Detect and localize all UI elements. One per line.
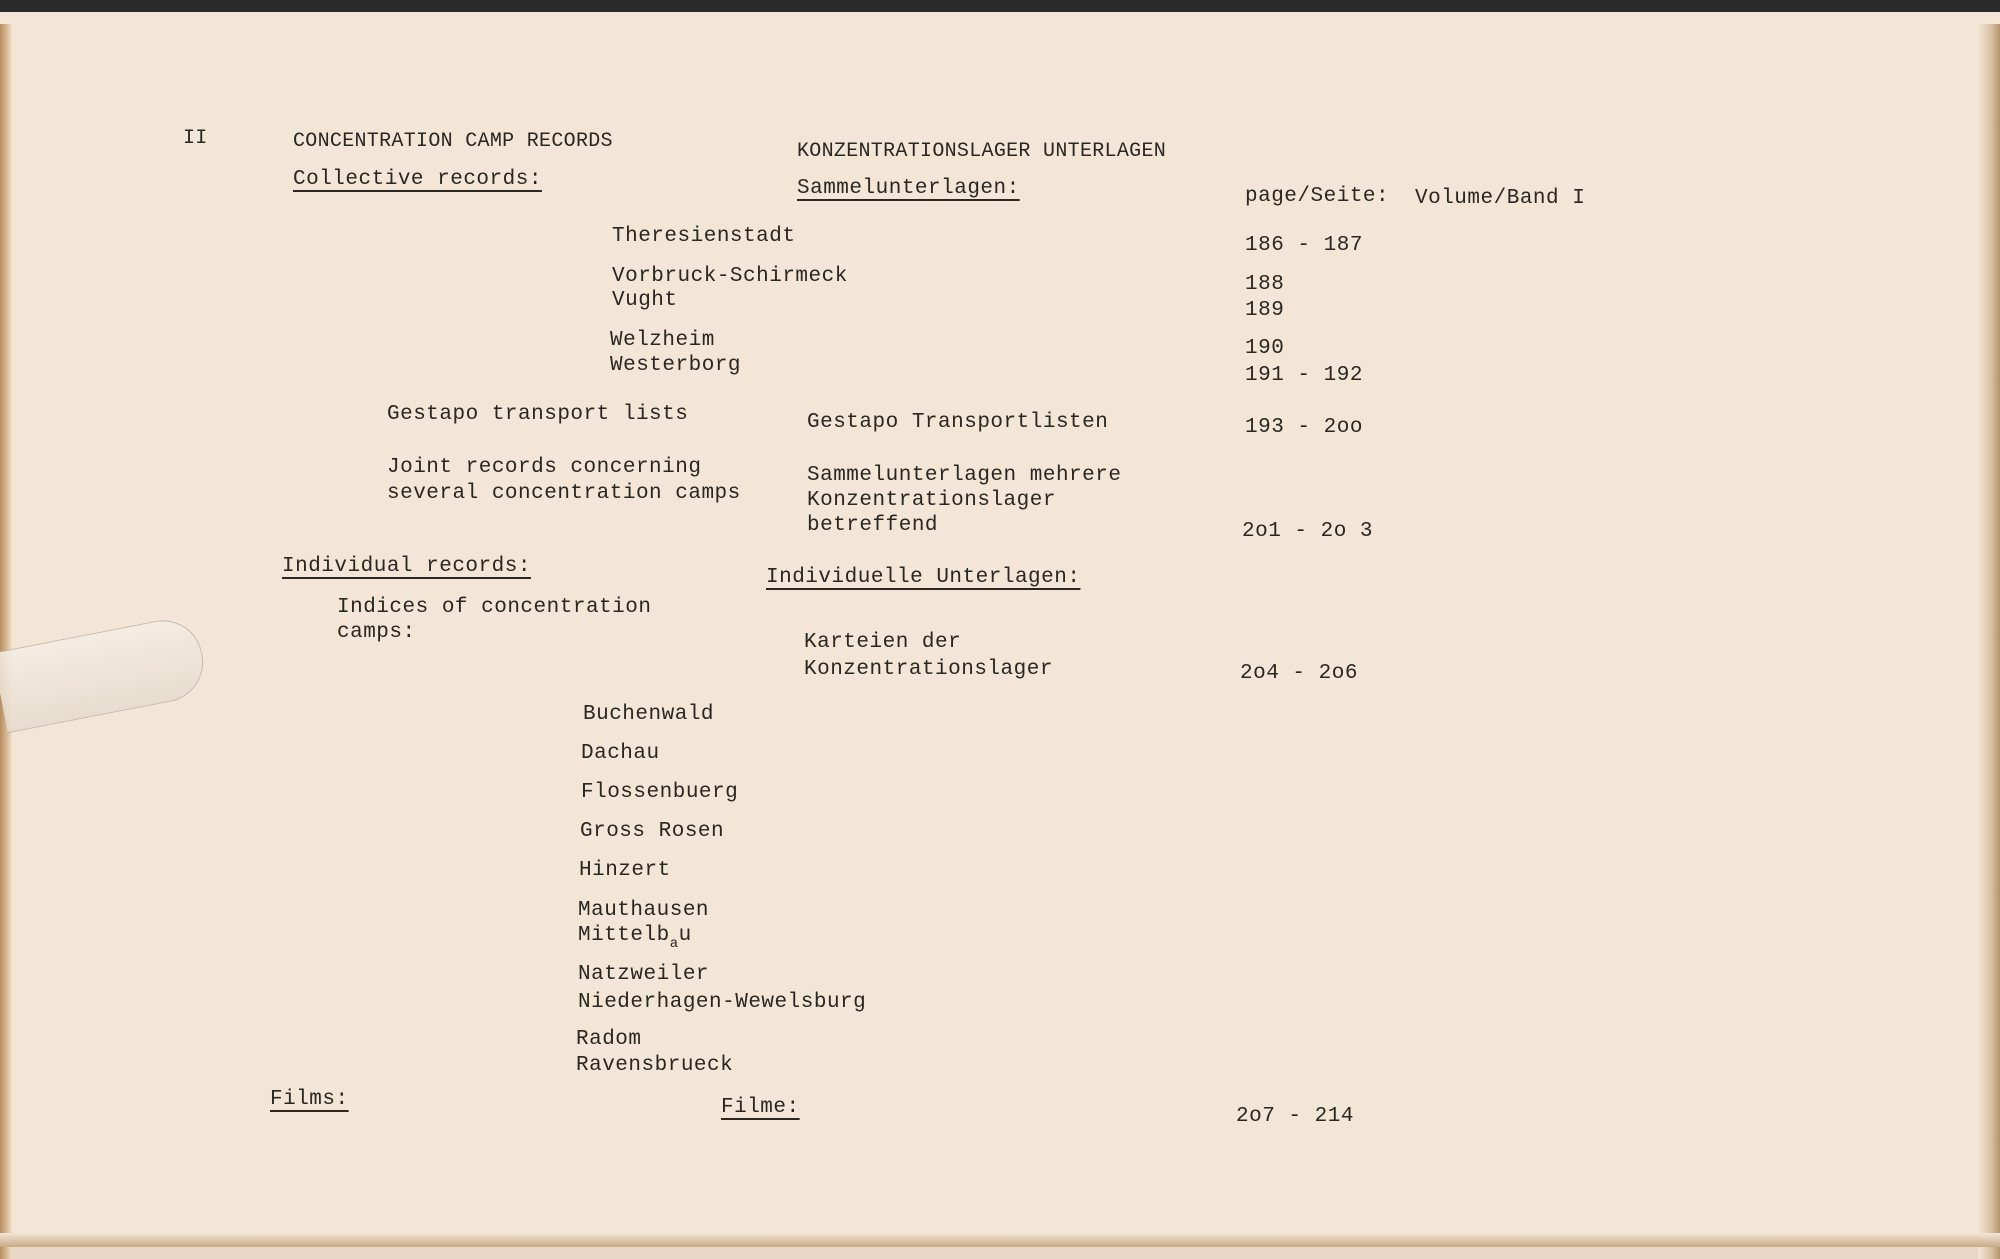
- camp-vught: Vught: [612, 289, 678, 312]
- camp-mittelbau: [578, 923, 692, 950]
- page-vught: 189: [1245, 299, 1285, 322]
- camp-theresienstadt: Theresienstadt: [612, 225, 796, 248]
- page-westerborg: 191 - 192: [1245, 364, 1363, 387]
- page-joint-records: 2o1 - 2o 3: [1242, 520, 1374, 543]
- page-gestapo-lists: 193 - 2oo: [1245, 416, 1363, 439]
- mittelbau-text-b: u: [678, 924, 692, 947]
- page-right-edge: [1978, 24, 2000, 1259]
- joint-records-english-line2: several concentration camps: [387, 482, 741, 505]
- volume-label: Volume/Band I: [1415, 187, 1586, 210]
- camp-hinzert: Hinzert: [579, 859, 671, 882]
- camp-dachau: Dachau: [581, 742, 660, 765]
- individual-records-label: Individual records:: [282, 555, 531, 578]
- page-bottom-edge: [0, 1233, 2000, 1247]
- joint-records-german-line2: Konzentrationslager: [807, 489, 1056, 512]
- camp-flossenbuerg: Flossenbuerg: [581, 781, 739, 804]
- title-english: CONCENTRATION CAMP RECORDS: [293, 130, 613, 153]
- page-welzheim: 190: [1245, 337, 1285, 360]
- title-german: KONZENTRATIONSLAGER UNTERLAGEN: [797, 140, 1167, 163]
- page-karteien: 2o4 - 2o6: [1240, 662, 1358, 685]
- filme-label: Filme:: [721, 1096, 800, 1119]
- camp-radom: Radom: [576, 1028, 642, 1051]
- camp-niederhagen-wewelsburg: Niederhagen-Wewelsburg: [578, 991, 867, 1014]
- gestapo-lists-german: Gestapo Transportlisten: [807, 411, 1109, 434]
- joint-records-english-line1: Joint records concerning: [387, 456, 702, 479]
- karteien-german-line1: Karteien der: [804, 631, 962, 654]
- collective-records-label: Collective records:: [293, 168, 542, 191]
- camp-ravensbrueck: Ravensbrueck: [576, 1054, 734, 1077]
- films-label: Films:: [270, 1088, 349, 1111]
- page-vorbruck-schirmeck: 188: [1245, 273, 1285, 296]
- joint-records-german-line1: Sammelunterlagen mehrere: [807, 464, 1122, 487]
- section-number: II: [183, 127, 208, 150]
- camp-natzweiler: Natzweiler: [578, 963, 710, 986]
- joint-records-german-line3: betreffend: [807, 514, 939, 537]
- page-theresienstadt: 186 - 187: [1245, 234, 1363, 257]
- individuelle-unterlagen-label: Individuelle Unterlagen:: [766, 566, 1081, 589]
- page-column-label: page/Seite:: [1245, 185, 1390, 208]
- camp-welzheim: Welzheim: [610, 329, 715, 352]
- camp-mauthausen: Mauthausen: [578, 899, 710, 922]
- page-films: 2o7 - 214: [1236, 1105, 1354, 1128]
- camp-westerborg: Westerborg: [610, 354, 742, 377]
- page-left-edge: [0, 24, 12, 1259]
- camp-buchenwald: Buchenwald: [583, 703, 715, 726]
- camp-gross-rosen: Gross Rosen: [580, 820, 725, 843]
- camp-vorbruck-schirmeck: Vorbruck-Schirmeck: [612, 265, 848, 288]
- index-tab[interactable]: [0, 613, 210, 733]
- indices-english-line1: Indices of concentration: [337, 596, 652, 619]
- mittelbau-text-a: Mittelb: [578, 924, 670, 947]
- indices-english-line2: camps:: [337, 621, 416, 644]
- mittelbau-subscript: a: [669, 936, 679, 952]
- karteien-german-line2: Konzentrationslager: [804, 658, 1053, 681]
- sammelunterlagen-label: Sammelunterlagen:: [797, 177, 1020, 200]
- gestapo-lists-english: Gestapo transport lists: [387, 403, 689, 426]
